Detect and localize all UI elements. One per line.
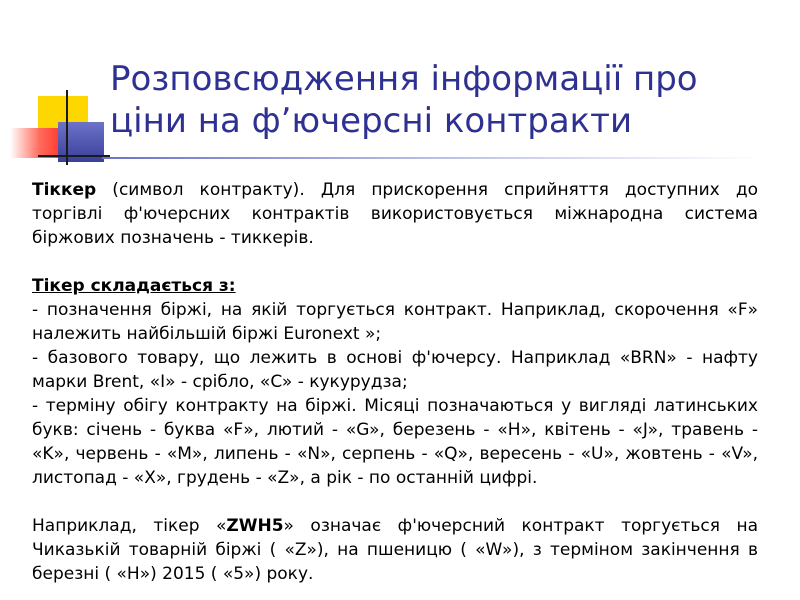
slide-title-line-1: Розповсюдження інформації про xyxy=(110,59,698,99)
spacer xyxy=(32,490,758,514)
vertical-line-shape xyxy=(66,90,68,165)
list-item-underlying: - базового товару, що лежить в основі ф'ючерсу. Наприклад «BRN» - нафту марки Brent, «I» - срібло, «C» - кукурудза; xyxy=(32,348,758,392)
list-item-exchange: - позначення біржі, на якій торгується контракт. Наприклад, скорочення «F» належить найбільшій біржі Euronext »; xyxy=(32,300,758,344)
slide-body xyxy=(32,178,758,586)
example-ticker: ZWH5 xyxy=(226,516,284,536)
list-item-term: - терміну обігу контракту на біржі. Місяці позначаються у вигляді латинських букв: січень - буква «F», лютий - «G», березень - «H», квітень - «J», травень - «K», червень - «M», липень - «N», серпень - «Q», вересень - «U», жовтень - «V», листопад - «X», грудень - «Z», а рік - по останній цифрі. xyxy=(32,396,758,488)
term-ticker: Тіккер xyxy=(32,180,97,200)
example-text-before: Наприклад, тікер « xyxy=(32,516,227,536)
red-square-shape xyxy=(10,128,60,158)
spacer xyxy=(32,250,758,274)
slide-title-line-2: ціни на ф’ючерсні контракти xyxy=(110,101,633,141)
example-text-after: » означає ф'ючерсний контракт торгується на Чиказькій товарній біржі ( «Z»), на пшеницю ( «W»), з терміном закінчення в березні ( «H») 2015 ( «5») року. xyxy=(32,516,758,584)
section-heading: Тікер складається з: xyxy=(32,276,236,296)
title-underline xyxy=(102,157,762,159)
example-paragraph xyxy=(32,514,758,586)
slide-title xyxy=(110,58,750,142)
intro-paragraph xyxy=(32,178,758,250)
slide-logo-decoration xyxy=(0,0,110,170)
intro-text: (символ контракту). Для прискорення сприйняття доступних до торгівлі ф'ючерсних контрактів використовується міжнародна система біржових позначень - тиккерів. xyxy=(32,180,758,248)
horizontal-line-shape xyxy=(38,155,110,157)
